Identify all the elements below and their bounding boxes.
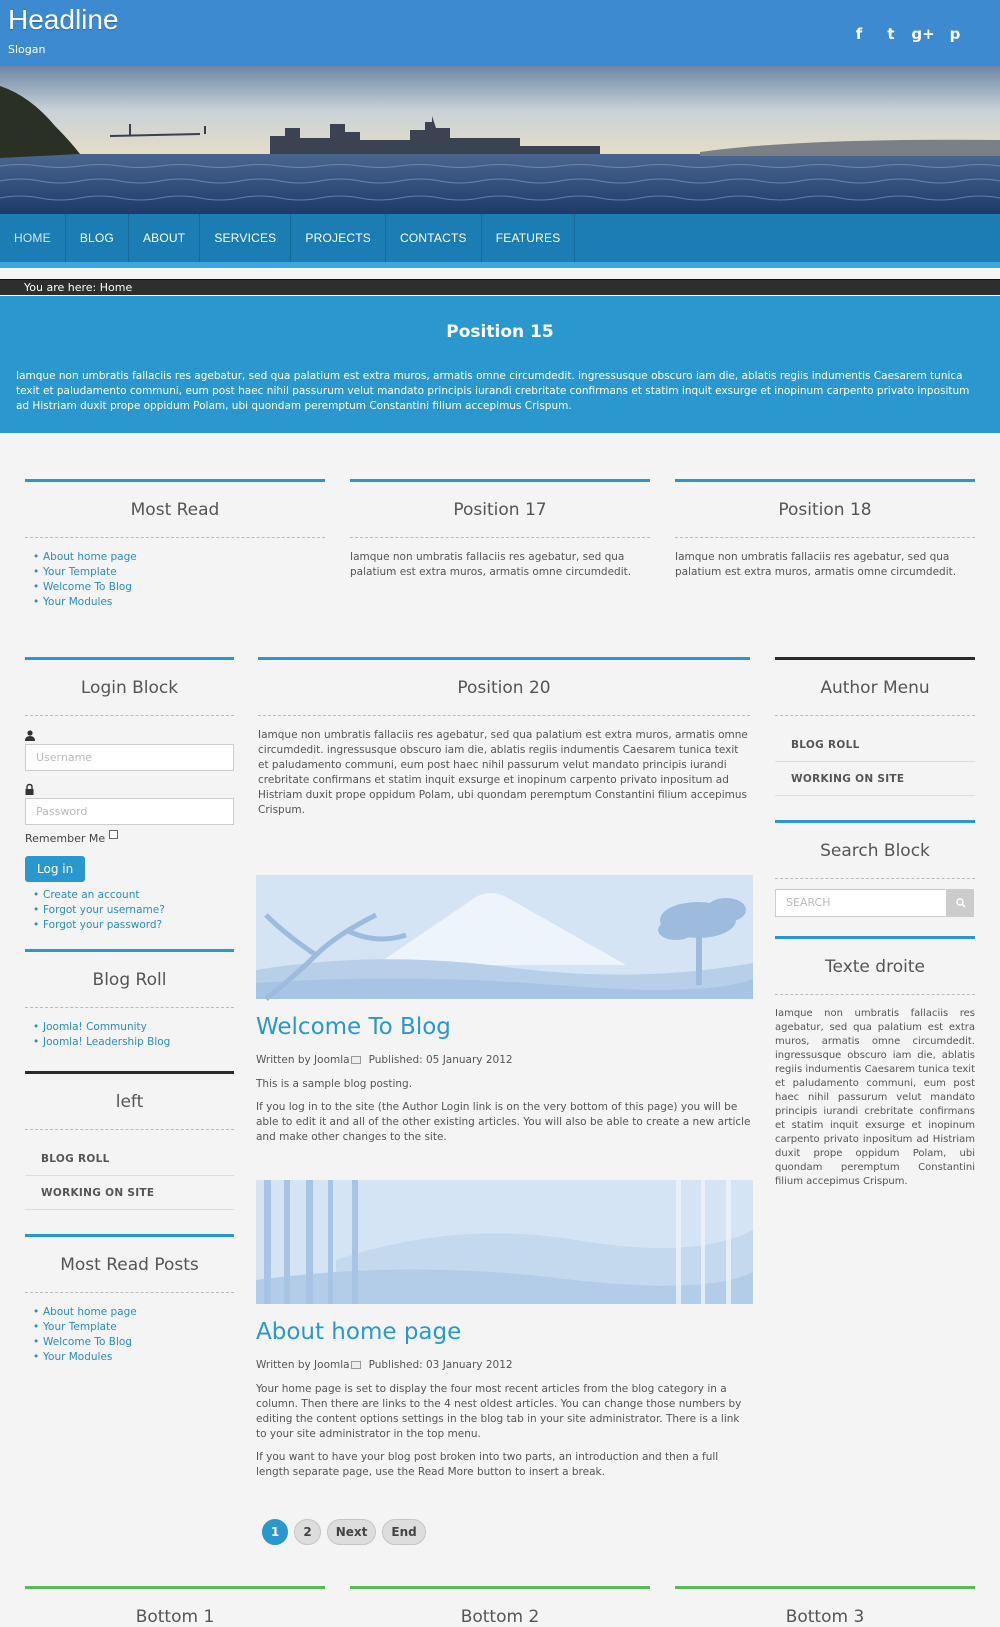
- article-title-about-home[interactable]: About home page: [256, 1319, 462, 1345]
- forgot-password-link[interactable]: Forgot your password?: [43, 919, 163, 931]
- author-menu-item-working-on-site[interactable]: WORKING ON SITE: [775, 762, 975, 796]
- header-banner-image: [0, 66, 1000, 214]
- password-input[interactable]: Password: [25, 798, 234, 825]
- position-18-text: Iamque non umbratis fallaciis res agebatur, sed qua palatium est extra muros, armatis omne circumdedit.: [675, 551, 957, 578]
- nav-about[interactable]: ABOUT: [129, 214, 200, 262]
- log-in-button[interactable]: Log in: [25, 856, 85, 882]
- most-read-link[interactable]: Your Template: [43, 566, 117, 578]
- nav-services[interactable]: SERVICES: [200, 214, 291, 262]
- list-item: [25, 1350, 234, 1365]
- most-read-link[interactable]: About home page: [43, 551, 137, 563]
- site-slogan: Slogan: [8, 43, 46, 56]
- create-account-link[interactable]: Create an account: [43, 889, 140, 901]
- left-menu-module: [25, 1071, 234, 1210]
- list-item: [25, 1335, 234, 1350]
- facebook-icon[interactable]: f: [855, 25, 863, 43]
- article-published: Published: 03 January 2012: [368, 1359, 513, 1371]
- most-read-posts-link[interactable]: Welcome To Blog: [43, 1336, 132, 1348]
- blog-roll-link[interactable]: Joomla! Community: [43, 1021, 147, 1033]
- bottom-2-title: Bottom 2: [460, 1607, 540, 1627]
- article-paragraph: If you log in to the site (the Author Login link is on the very bottom of this page) you will be able to edit it and all of the other existing articles. You will also be able to create a new article and make other changes to the site.: [256, 1101, 751, 1143]
- blog-roll-link[interactable]: Joomla! Leadership Blog: [43, 1036, 171, 1048]
- search-icon: [956, 898, 966, 908]
- article-body: [256, 1382, 753, 1488]
- login-title: Login Block: [25, 660, 234, 716]
- user-icon: [25, 730, 234, 744]
- search-input[interactable]: SEARCH: [775, 889, 947, 917]
- nav-home[interactable]: HOME: [0, 214, 66, 262]
- list-item: [25, 565, 325, 580]
- bottom-2-module: [350, 1586, 650, 1627]
- most-read-link[interactable]: Welcome To Blog: [43, 581, 132, 593]
- google-plus-icon[interactable]: g+: [911, 25, 935, 43]
- article-image-bamboo[interactable]: [256, 1180, 753, 1304]
- nav-projects[interactable]: PROJECTS: [291, 214, 386, 262]
- position-20-title: Position 20: [258, 660, 750, 716]
- most-read-posts-title: Most Read Posts: [25, 1237, 234, 1293]
- list-item: [25, 580, 325, 595]
- position-15-module: [0, 296, 1000, 433]
- article-body: [256, 1077, 753, 1153]
- article-paragraph: Your home page is set to display the four most recent articles from the blog category in a column. Then there are links to the 4 nest oldest articles. You can change those numbers by editing the content options settings in the blog tab in your site administrator. There is a link to your site administrator in the top menu.: [256, 1383, 742, 1440]
- most-read-link[interactable]: Your Modules: [43, 596, 113, 608]
- bottom-1-title: Bottom 1: [135, 1607, 215, 1627]
- bottom-3-module: [675, 1586, 975, 1627]
- main-navigation: [0, 214, 1000, 268]
- list-item: [25, 1320, 234, 1335]
- list-item: [25, 903, 234, 918]
- twitter-icon[interactable]: t: [887, 25, 895, 43]
- most-read-posts-link[interactable]: About home page: [43, 1306, 137, 1318]
- position-15-title: Position 15: [446, 322, 554, 342]
- list-item: [25, 888, 234, 903]
- list-item: [25, 550, 325, 565]
- position-18-title: Position 18: [675, 482, 975, 538]
- login-module: [25, 657, 234, 933]
- next-page-button[interactable]: Next: [327, 1519, 377, 1545]
- article-published: Published: 05 January 2012: [368, 1054, 513, 1066]
- position-18-module: [675, 479, 975, 580]
- lock-icon: [25, 784, 234, 798]
- email-icon[interactable]: [351, 1056, 361, 1064]
- list-item: [25, 595, 325, 610]
- left-menu-item-working-on-site[interactable]: WORKING ON SITE: [25, 1176, 234, 1210]
- page-2-button[interactable]: 2: [294, 1519, 320, 1545]
- site-headline[interactable]: Headline: [8, 4, 119, 35]
- article-image-mountain[interactable]: [256, 875, 753, 999]
- article-title-welcome[interactable]: Welcome To Blog: [256, 1014, 451, 1040]
- most-read-title: Most Read: [25, 482, 325, 538]
- bottom-3-title: Bottom 3: [785, 1607, 865, 1627]
- article-paragraph: This is a sample blog posting.: [256, 1078, 413, 1090]
- texte-droite-title: Texte droite: [775, 939, 975, 995]
- position-20-module: [258, 657, 750, 818]
- pagination: [262, 1519, 426, 1545]
- position-17-title: Position 17: [350, 482, 650, 538]
- article-author: Written by Joomla: [256, 1054, 350, 1066]
- search-button[interactable]: [947, 889, 974, 917]
- page-1-button[interactable]: 1: [262, 1519, 288, 1545]
- search-title: Search Block: [775, 823, 975, 879]
- list-item: [25, 1035, 234, 1050]
- position-17-module: [350, 479, 650, 580]
- breadcrumb: You are here: Home: [0, 279, 1000, 295]
- forgot-username-link[interactable]: Forgot your username?: [43, 904, 165, 916]
- list-item: [25, 1305, 234, 1320]
- social-links: [850, 25, 964, 43]
- position-20-text: Iamque non umbratis fallaciis res agebatur, sed qua palatium est extra muros, armatis omne circumdedit. ingressusque obscuro iam die, ablatis regiis indumentis Caesarem tunica texit et paludamento communi, eum post haec nihil passurum velut mandato principis iurandi crebritate confirmans et statim inquit exsurge et inopinum carpento privato inpositum ad Histriam duxit prope oppidum Polam, ubi quondam peremptum Constantini filium accepimus Crispum.: [258, 729, 748, 816]
- blog-roll-module: [25, 949, 234, 1050]
- author-menu-title: Author Menu: [775, 660, 975, 716]
- article-meta: [256, 1054, 513, 1066]
- most-read-posts-link[interactable]: Your Modules: [43, 1351, 113, 1363]
- article-paragraph: If you want to have your blog post broken into two parts, an introduction and then a full length separate page, use the Read More button to insert a break.: [256, 1451, 719, 1478]
- blog-roll-title: Blog Roll: [25, 952, 234, 1008]
- most-read-posts-link[interactable]: Your Template: [43, 1321, 117, 1333]
- left-menu-item-blog-roll[interactable]: BLOG ROLL: [25, 1142, 234, 1176]
- remember-me-label: Remember Me: [25, 832, 106, 845]
- left-menu-title: left: [25, 1074, 234, 1130]
- article-meta: [256, 1359, 513, 1371]
- author-menu-module: [775, 657, 975, 796]
- site-header: [0, 0, 1000, 66]
- most-read-module: [25, 479, 325, 610]
- bottom-1-module: [25, 1586, 325, 1627]
- list-item: [25, 1020, 234, 1035]
- nav-blog[interactable]: BLOG: [66, 214, 129, 262]
- author-menu-item-blog-roll[interactable]: BLOG ROLL: [775, 728, 975, 762]
- texte-droite-module: [775, 936, 975, 1189]
- end-page-button[interactable]: End: [382, 1519, 425, 1545]
- position-15-text: Iamque non umbratis fallaciis res agebatur, sed qua palatium est extra muros, armatis omne circumdedit. ingressusque obscuro iam die, ablatis regiis indumentis Caesarem tunica texit et paludamento communi, eum post haec nihil passurum velut mandato principis iurandi crebritate confirmans et statim inquit exsurge et inopinum carpento privato inpositum ad Histriam duxit prope oppidum Polam, ubi quondam peremptum Constantini filium accepimus Crispum.: [16, 370, 970, 412]
- most-read-posts-module: [25, 1234, 234, 1365]
- search-module: [775, 820, 975, 917]
- article-author: Written by Joomla: [256, 1359, 350, 1371]
- email-icon[interactable]: [351, 1361, 361, 1369]
- position-17-text: Iamque non umbratis fallaciis res agebatur, sed qua palatium est extra muros, armatis omne circumdedit.: [350, 551, 632, 578]
- remember-me-checkbox[interactable]: [109, 830, 118, 839]
- username-input[interactable]: Username: [25, 744, 234, 771]
- nav-features[interactable]: FEATURES: [482, 214, 576, 262]
- nav-contacts[interactable]: CONTACTS: [386, 214, 482, 262]
- list-item: [25, 918, 234, 933]
- pinterest-icon[interactable]: p: [949, 25, 961, 43]
- texte-droite-text: Iamque non umbratis fallaciis res agebatur, sed qua palatium est extra muros, armatis omne circumdedit. ingressusque obscuro iam die, ablatis regiis indumentis Caesarem tunica texit et paludamento communi, eum post haec nihil passurum velut mandato principis iurandi crebritate confirmans et statim inquit exsurge et inopinum carpento privato inpositum ad Histriam duxit prope oppidum Polam, ubi quondam peremptum Constantini filium accepimus Crispum.: [775, 1008, 975, 1187]
